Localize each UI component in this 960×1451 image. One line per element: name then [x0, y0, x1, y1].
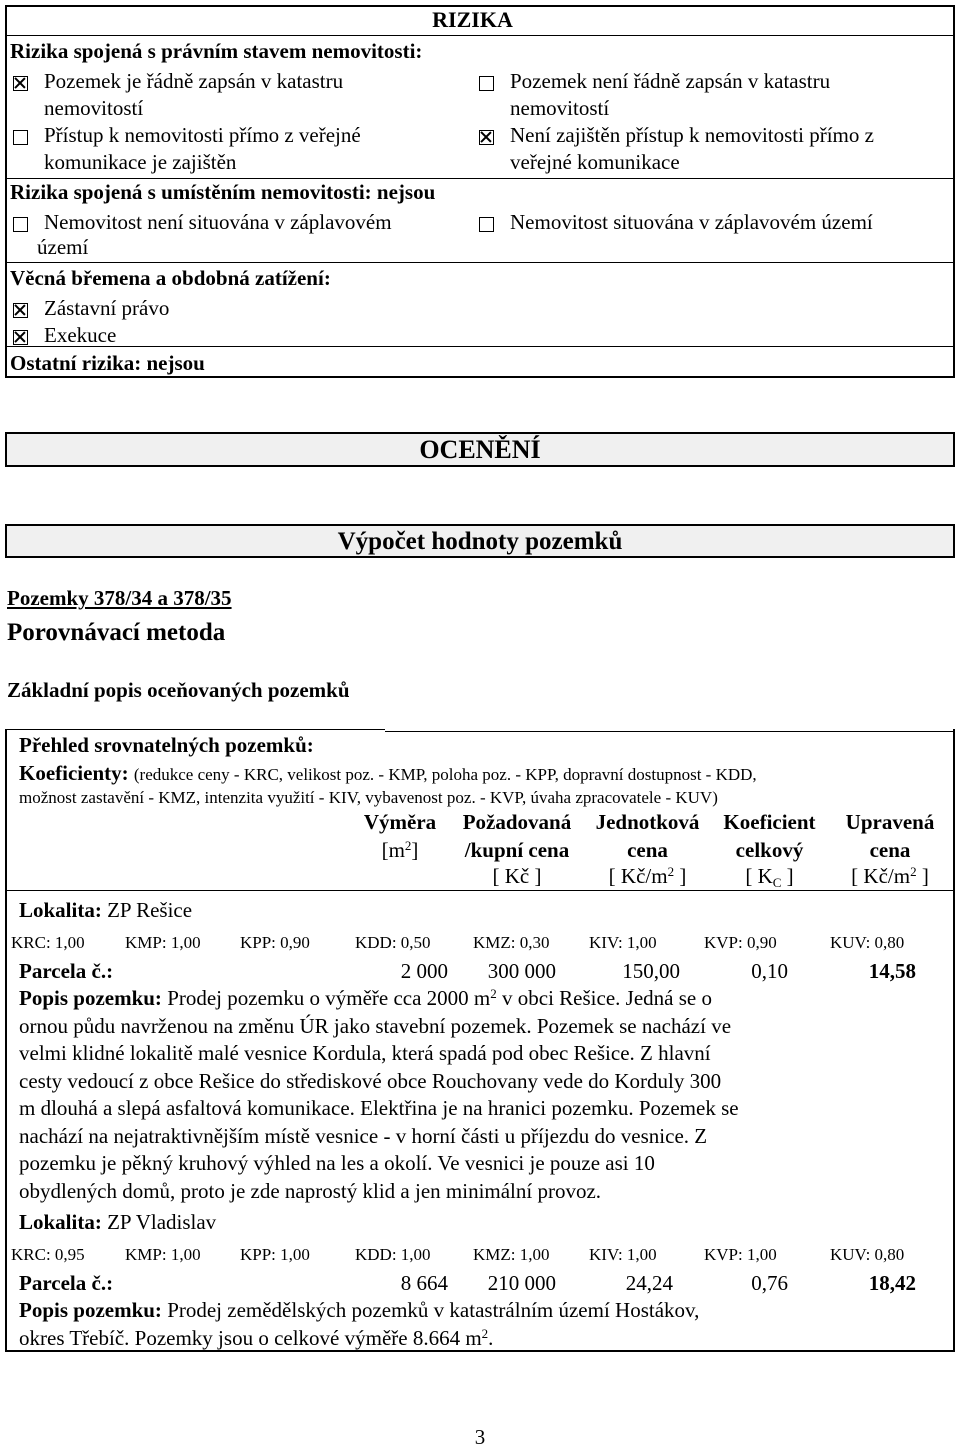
vymera-value: 2 000 — [400, 959, 448, 983]
popis-label: Popis pozemku: — [19, 1298, 162, 1322]
col-vymera-unit: [m — [381, 838, 405, 862]
parcela-label: Parcela č.: — [19, 1271, 114, 1295]
parcela-label: Parcela č.: — [19, 959, 114, 983]
checked-box-icon[interactable] — [13, 303, 28, 318]
popis-line: Prodej zemědělských pozemků v katastrálním území Hostákov, — [167, 1298, 700, 1322]
col-koef-h1: Koeficient — [723, 810, 816, 834]
coef-kmz: KMZ: 1,00 — [473, 1245, 550, 1264]
legal-item-2-line1: Pozemek není řádně zapsán v katastru — [510, 69, 831, 93]
popis-row-2 — [19, 1297, 839, 1352]
lokalita-label: Lokalita: — [19, 898, 102, 922]
popis-row-1 — [19, 985, 839, 1205]
rizika-title: RIZIKA — [432, 7, 513, 32]
other-risks: Ostatní rizika: nejsou — [10, 351, 205, 375]
col-upravena-h1: Upravená — [845, 810, 935, 834]
coef-krc: KRC: 1,00 — [11, 933, 85, 952]
unchecked-box-icon[interactable] — [13, 217, 28, 232]
jednotkova-value: 24,24 — [625, 1271, 673, 1295]
subtitle-title: Výpočet hodnoty pozemků — [337, 528, 623, 555]
burden-item-2-label: Exekuce — [44, 323, 117, 347]
col-vymera-sup: 2 — [404, 838, 412, 853]
lokalita-label: Lokalita: — [19, 1210, 102, 1234]
lokalita-value: ZP Rešice — [107, 898, 193, 922]
divider — [5, 262, 955, 263]
legal-item-3-line1: Přístup k nemovitosti přímo z veřejné — [44, 123, 361, 147]
location-item-1-line2: území — [37, 235, 89, 259]
col-vymera-h2 — [350, 836, 450, 864]
unit-text: [ Kč/m — [851, 864, 911, 888]
burden-item-1-label: Zástavní právo — [44, 296, 170, 320]
popis-line: okres Třebíč. Pozemky jsou o celkové výměře 8.664 m — [19, 1325, 482, 1350]
lokalita-row-2 — [19, 1209, 216, 1236]
coef-kvp: KVP: 0,90 — [704, 933, 777, 952]
coef-kmp: KMP: 1,00 — [125, 1245, 201, 1264]
divider — [5, 35, 955, 36]
col-vymera-unit-end: ] — [411, 838, 419, 862]
popis-sup: 2 — [490, 986, 497, 1001]
coef-kvp: KVP: 1,00 — [704, 1245, 777, 1264]
popis-line: m dlouhá a slepá asfaltová komunikace. Elektřina je na hranici pozemku. Pozemek se — [19, 1096, 739, 1120]
legal-item-3-line2: komunikace je zajištěn — [44, 150, 237, 174]
coef-kiv: KIV: 1,00 — [589, 933, 657, 952]
jednotkova-value: 150,00 — [622, 959, 680, 983]
unit-text: [ K — [745, 864, 773, 888]
coef-line-1 — [19, 760, 757, 787]
popis-line: obydlených domů, proto je zde naprostý klid a jen minimální provoz. — [19, 1178, 602, 1203]
location-item-1-line1: Nemovitost není situována v záplavovém — [44, 210, 392, 234]
checked-box-icon[interactable] — [479, 130, 494, 145]
divider — [385, 731, 955, 732]
coef-kmp: KMP: 1,00 — [125, 933, 201, 952]
cena-value: 300 000 — [487, 959, 556, 983]
popis-sup: 2 — [481, 1325, 489, 1341]
col-jednotkova-unit — [585, 862, 710, 890]
coef-kiv: KIV: 1,00 — [589, 1245, 657, 1264]
col-koef-unit — [712, 862, 827, 890]
unit-end: ] — [916, 864, 929, 888]
popis-line: velmi klidné lokalitě malé vesnice Kordula, která spadá pod obec Rešice. Z hlavní — [19, 1041, 711, 1065]
lokalita-row-1 — [19, 897, 192, 924]
divider — [5, 346, 955, 347]
divider — [5, 729, 385, 730]
coef-kpp: KPP: 1,00 — [240, 1245, 310, 1264]
koef-value: 0,76 — [751, 1271, 788, 1295]
popis-line: cesty vedoucí z obce Rešice do střediskové obce Rouchovany vede do Korduly 300 — [19, 1068, 722, 1093]
popis-line: ornou půdu navrženou na změnu ÚR jako stavební pozemek. Pozemek se nachází ve — [19, 1013, 732, 1038]
coef-values-row-1 — [0, 929, 960, 953]
coef-kuv: KUV: 0,80 — [830, 933, 905, 952]
unit-sub: C — [772, 875, 782, 890]
upravena-value: 14,58 — [868, 959, 916, 983]
coef-label: Koeficienty: — [19, 761, 129, 785]
overview-label: Přehled srovnatelných pozemků: — [19, 733, 314, 757]
coef-kdd: KDD: 0,50 — [355, 933, 431, 952]
col-cena-unit: [ Kč ] — [492, 864, 542, 888]
unit-text: [ Kč/m — [608, 864, 668, 888]
popis-line: Prodej pozemku o výměře cca 2000 m — [167, 986, 491, 1010]
unchecked-box-icon[interactable] — [479, 217, 494, 232]
legal-item-4-line1: Není zajištěn přístup k nemovitosti přímo z — [510, 123, 874, 147]
cena-value: 210 000 — [487, 1271, 556, 1295]
popis-line: v obci Rešice. Jedná se o — [496, 986, 712, 1010]
legal-item-2-line2: nemovitostí — [510, 96, 610, 120]
unit-sup: 2 — [667, 864, 675, 879]
unit-end: ] — [781, 864, 794, 888]
koef-value: 0,10 — [751, 959, 788, 983]
checked-box-icon[interactable] — [13, 330, 28, 345]
col-upravena-h2: cena — [869, 838, 911, 862]
vymera-value: 8 664 — [400, 1271, 448, 1295]
popis-line: nachází na nejatraktivnějším místě vesnice - v horní části u příjezdu do vesnice. Z — [19, 1123, 708, 1148]
unchecked-box-icon[interactable] — [479, 76, 494, 91]
popis-line: pozemku je pěkný kruhový výhled na les a okolí. Ve vesnici je pouze asi 10 — [19, 1151, 655, 1175]
legal-item-1-line2: nemovitostí — [44, 96, 144, 120]
unchecked-box-icon[interactable] — [13, 130, 28, 145]
page-number: 3 — [474, 1425, 486, 1449]
parcels-title: Pozemky 378/34 a 378/35 — [7, 586, 232, 610]
col-cena-h1: Požadovaná — [462, 810, 572, 834]
coef-kmz: KMZ: 0,30 — [473, 933, 550, 952]
location-item-2-line1: Nemovitost situována v záplavovém území — [510, 210, 873, 234]
col-jednotkova-h2: cena — [627, 838, 668, 862]
col-vymera-h1: Výměra — [363, 810, 437, 834]
col-koef-h2: celkový — [735, 838, 804, 862]
coef-line-2: možnost zastavění - KMZ, intenzita využití - KIV, vybavenost poz. - KVP, úvaha zpracovatele - KUV) — [19, 788, 718, 807]
upravena-value: 18,42 — [868, 1271, 916, 1295]
popis-line: . — [488, 1325, 494, 1350]
method-title: Porovnávací metoda — [7, 619, 226, 646]
burden-heading: Věcná břemena a obdobná zatížení: — [10, 266, 331, 290]
coef-values-row-2 — [0, 1241, 960, 1265]
checked-box-icon[interactable] — [13, 76, 28, 91]
legal-item-4-line2: veřejné komunikace — [510, 150, 680, 174]
divider — [5, 890, 955, 891]
col-jednotkova-h1: Jednotková — [595, 810, 700, 834]
coef-krc: KRC: 0,95 — [11, 1245, 85, 1264]
oceneni-title: OCENĚNÍ — [419, 435, 541, 464]
unit-sup: 2 — [910, 864, 917, 879]
coef-text-1: (redukce ceny - KRC, velikost poz. - KMP, poloha poz. - KPP, dopravní dostupnost - KDD, — [133, 765, 757, 784]
coef-kpp: KPP: 0,90 — [240, 933, 310, 952]
unit-end: ] — [674, 864, 687, 888]
col-cena-h2: /kupní cena — [464, 838, 570, 862]
popis-label: Popis pozemku: — [19, 986, 162, 1010]
location-heading: Rizika spojená s umístěním nemovitosti: nejsou — [10, 180, 436, 204]
legal-heading: Rizika spojená s právním stavem nemovitosti: — [10, 39, 423, 63]
legal-item-1-line1: Pozemek je řádně zapsán v katastru — [44, 69, 344, 93]
coef-kuv: KUV: 0,80 — [830, 1245, 905, 1264]
basic-desc: Základní popis oceňovaných pozemků — [7, 678, 350, 702]
lokalita-value: ZP Vladislav — [107, 1210, 217, 1234]
col-upravena-unit — [830, 862, 950, 890]
coef-kdd: KDD: 1,00 — [355, 1245, 431, 1264]
